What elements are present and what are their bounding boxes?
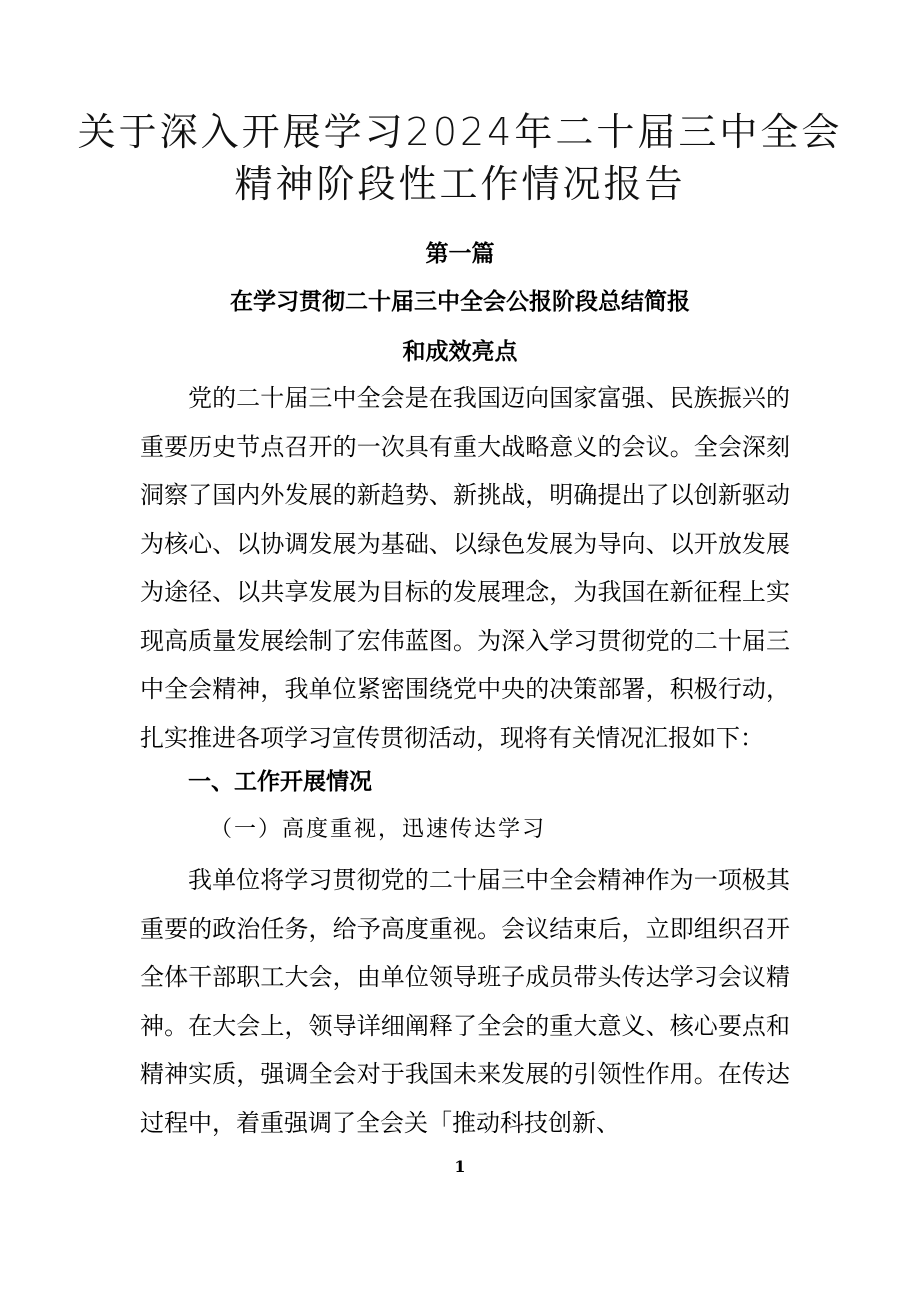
subtitle-line-1: 在学习贯彻二十届三中全会公报阶段总结简报: [230, 289, 690, 315]
page-number: 1: [454, 1157, 466, 1176]
subsection-heading: （一）高度重视，迅速传达学习: [210, 817, 547, 842]
body-paragraph: 我单位将学习贯彻党的二十届三中全会精神作为一项极其重要的政治任务，给予高度重视。会议结束后，立即组织召开全体干部职工大会，由单位领导班子成员带头传达学习会议精神。在大会上，领导详细阐释了全会的重大意义、核心要点和精神实质，强调全会对于我国未来发展的引领性作用。在传达过程中，着重强调了全会关「推动科技创新、: [140, 866, 790, 1137]
intro-paragraph: 党的二十届三中全会是在我国迈向国家富强、民族振兴的重要历史节点召开的一次具有重大战略意义的会议。全会深刻洞察了国内外发展的新趋势、新挑战，明确提出了以创新驱动为核心、以协调发展为基础、以绿色发展为导向、以开放发展为途径、以共享发展为目标的发展理念，为我国在新征程上实现高质量发展绘制了宏伟蓝图。为深入学习贯彻党的二十届三中全会精神，我单位紧密围绕党中央的决策部署，积极行动，扎实推进各项学习宣传贯彻活动，现将有关情况汇报如下：: [140, 384, 790, 752]
section-heading: 一、工作开展情况: [188, 769, 372, 795]
part-label: 第一篇: [425, 241, 495, 267]
subtitle-line-2: 和成效亮点: [402, 339, 518, 365]
document-title-line-2: 精神阶段性工作情况报告: [234, 162, 686, 206]
document-title-line-1: 关于深入开展学习2024年二十届三中全会: [77, 110, 843, 154]
